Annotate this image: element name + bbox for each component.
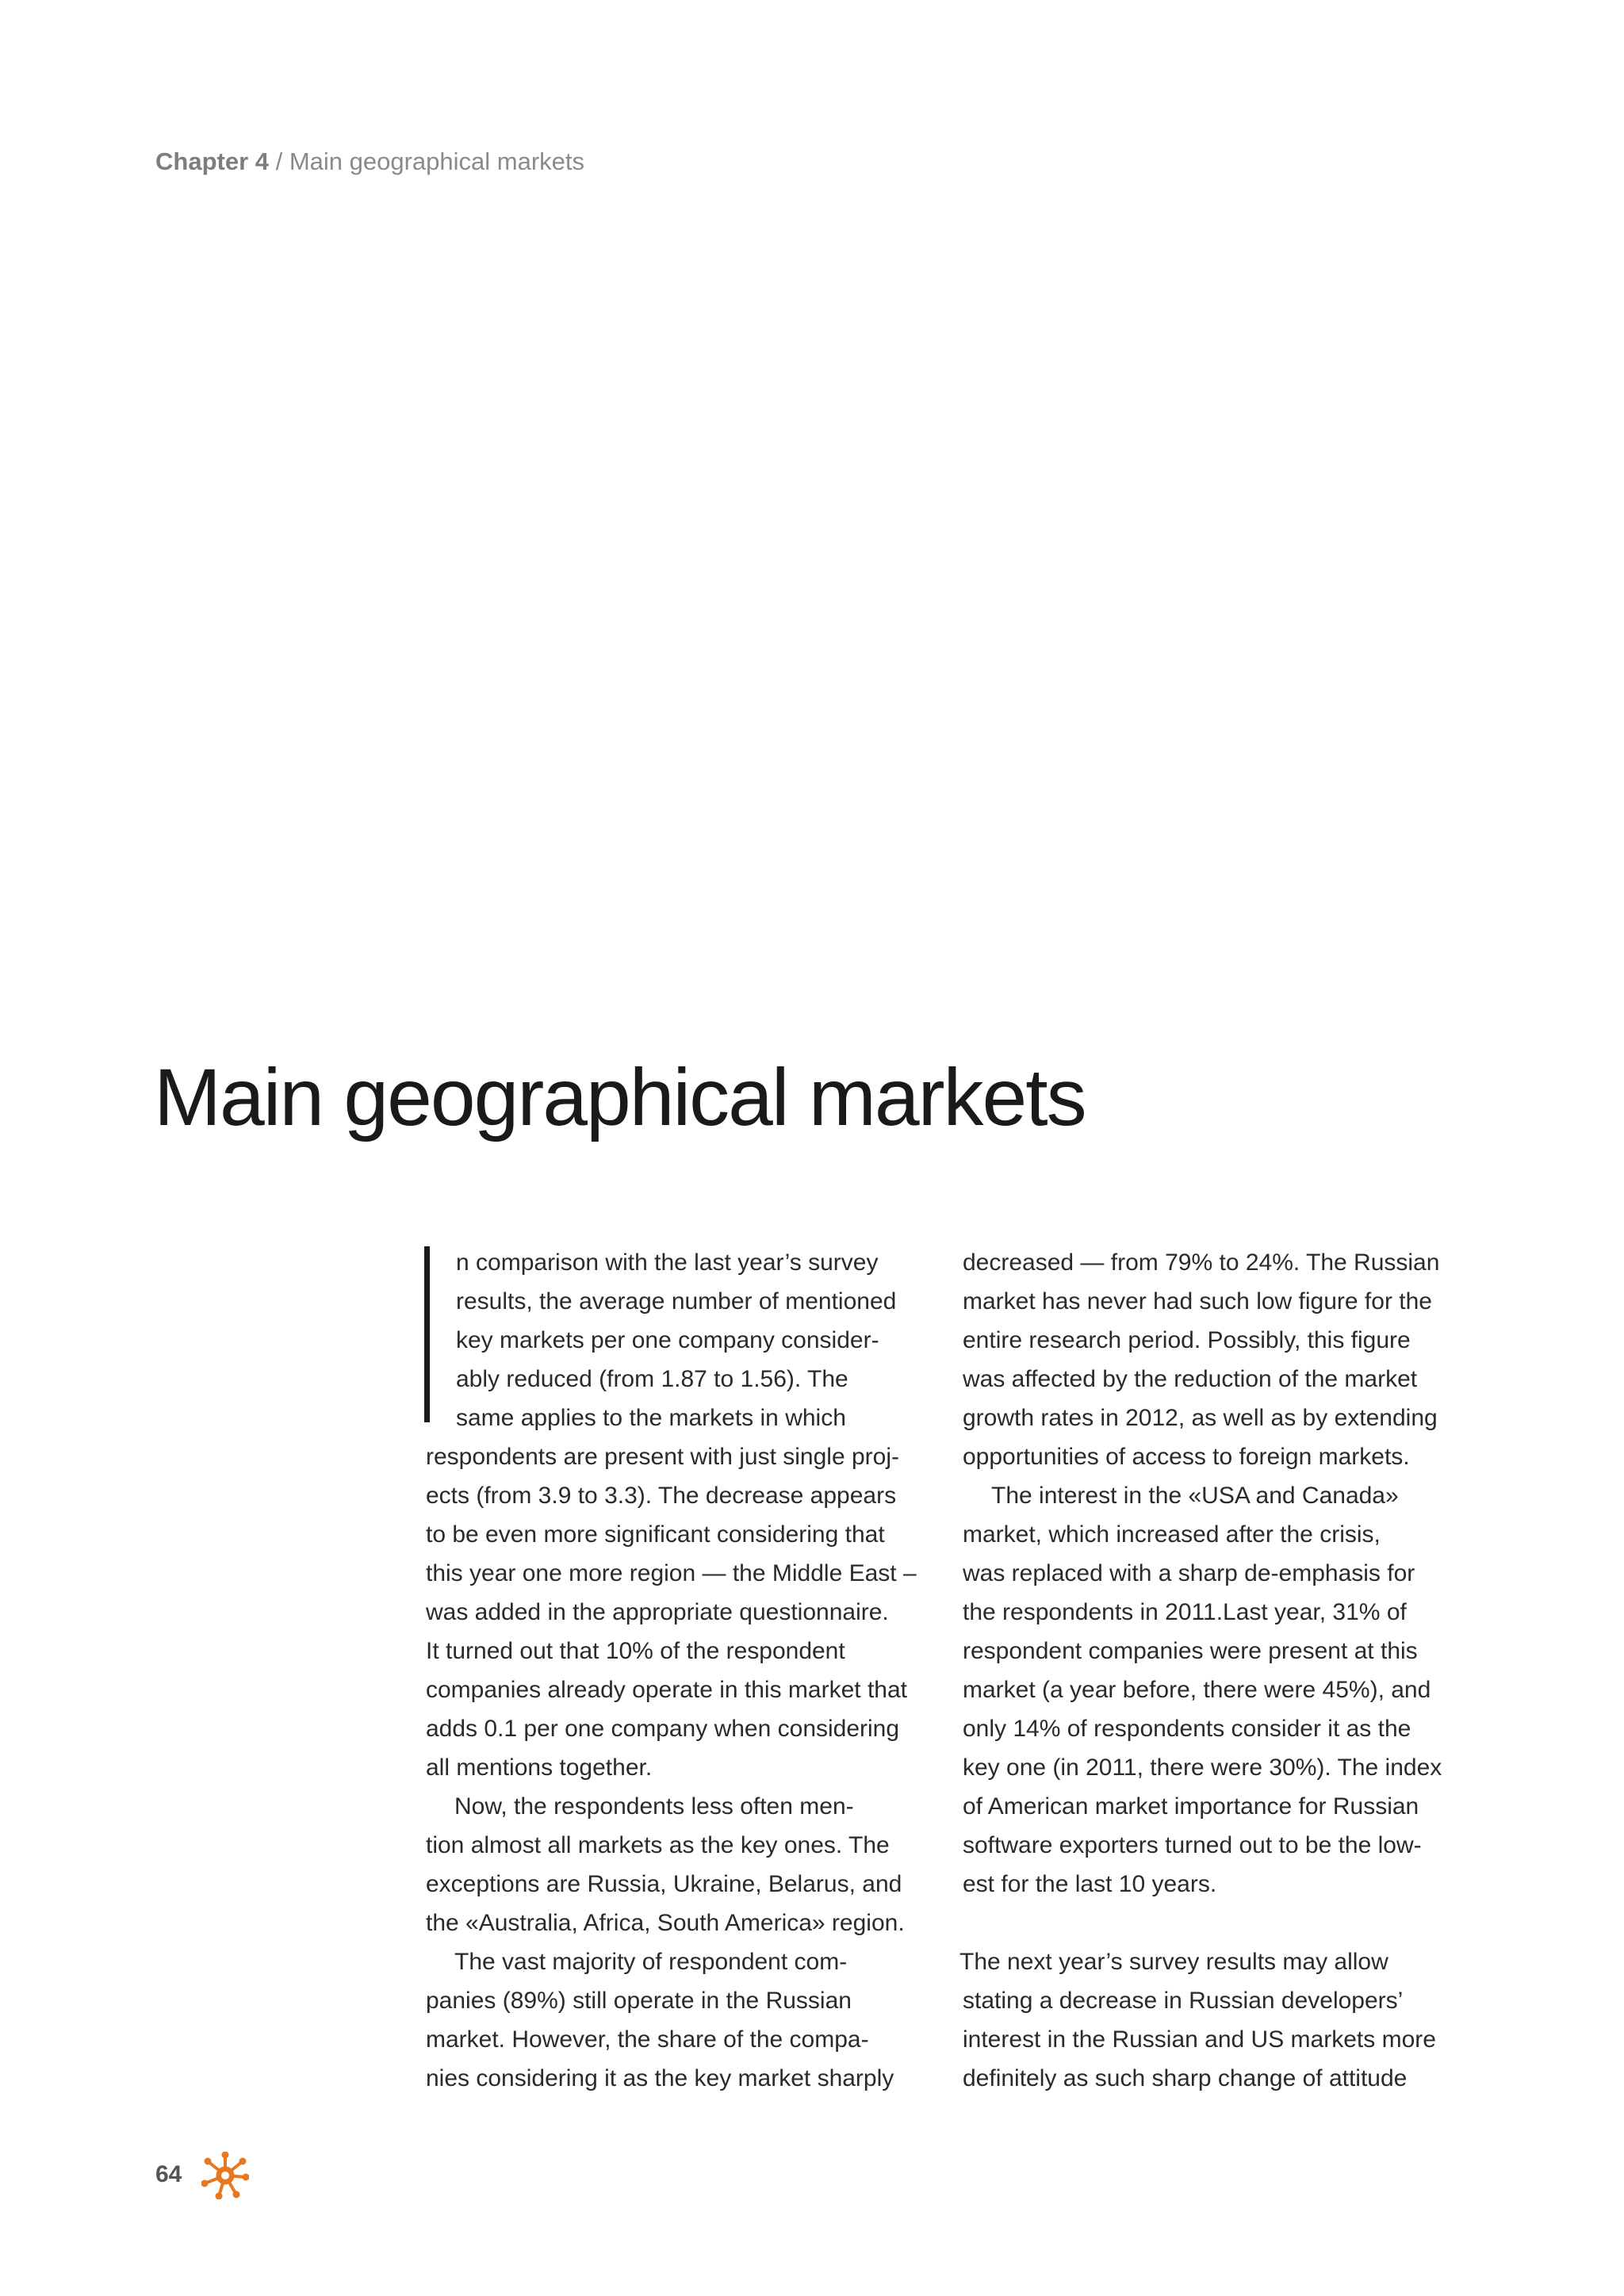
body-line: ects (from 3.9 to 3.3). The decrease appears bbox=[426, 1483, 897, 1509]
body-line: The interest in the «USA and Canada» bbox=[991, 1483, 1399, 1509]
text-column-right bbox=[959, 1243, 1478, 2098]
body-line: key one (in 2011, there were 30%). The index bbox=[963, 1755, 1442, 1781]
body-line: definitely as such sharp change of attitude bbox=[963, 2065, 1408, 2091]
body-line: market has never had such low figure for the bbox=[963, 1288, 1432, 1314]
body-line: stating a decrease in Russian developers’ bbox=[963, 1988, 1404, 2014]
body-line: It turned out that 10% of the respondent bbox=[426, 1638, 845, 1664]
body-line: entire research period. Possibly, this figure bbox=[963, 1327, 1411, 1353]
body-line: decreased — from 79% to 24%. The Russian bbox=[963, 1249, 1440, 1276]
body-line: the «Australia, Africa, South America» region. bbox=[426, 1910, 905, 1936]
body-line: was affected by the reduction of the market bbox=[963, 1366, 1418, 1392]
paragraph-gap bbox=[963, 1904, 1478, 1942]
body-line: was added in the appropriate questionnaire. bbox=[426, 1599, 889, 1625]
body-line: est for the last 10 years. bbox=[963, 1871, 1217, 1897]
body-line: companies already operate in this market that bbox=[426, 1677, 907, 1703]
orange-splat-logo-icon bbox=[201, 2152, 249, 2199]
body-line: was replaced with a sharp de-emphasis for bbox=[963, 1560, 1415, 1586]
body-line: exceptions are Russia, Ukraine, Belarus, and bbox=[426, 1871, 902, 1897]
page-number: 64 bbox=[155, 2161, 182, 2187]
body-line: market. However, the share of the compa- bbox=[426, 2026, 869, 2053]
body-line: respondent companies were present at this bbox=[963, 1638, 1418, 1664]
body-line: to be even more significant considering that bbox=[426, 1521, 885, 1548]
body-line: Now, the respondents less often men- bbox=[454, 1793, 854, 1820]
body-line: market, which increased after the crisis, bbox=[963, 1521, 1381, 1548]
body-line: opportunities of access to foreign markets. bbox=[963, 1444, 1410, 1470]
section-label: Main geographical markets bbox=[289, 147, 585, 175]
body-line: The next year’s survey results may allow bbox=[959, 1949, 1388, 1975]
body-line: results, the average number of mentioned bbox=[456, 1288, 897, 1314]
body-line: only 14% of respondents consider it as the bbox=[963, 1716, 1411, 1742]
body-line: market (a year before, there were 45%), and bbox=[963, 1677, 1431, 1703]
running-head-separator: / bbox=[268, 147, 289, 175]
text-column-left bbox=[426, 1243, 933, 2098]
running-head bbox=[155, 147, 584, 176]
body-line: interest in the Russian and US markets more bbox=[963, 2026, 1436, 2053]
body-line: same applies to the markets in which bbox=[456, 1405, 846, 1431]
body-line: ably reduced (from 1.87 to 1.56). The bbox=[456, 1366, 848, 1392]
body-line: software exporters turned out to be the low- bbox=[963, 1832, 1422, 1858]
body-line: adds 0.1 per one company when considering bbox=[426, 1716, 900, 1742]
body-line: key markets per one company consider- bbox=[456, 1327, 879, 1353]
body-line: growth rates in 2012, as well as by extending bbox=[963, 1405, 1438, 1431]
body-line: of American market importance for Russian bbox=[963, 1793, 1419, 1820]
body-line: n comparison with the last year’s survey bbox=[456, 1249, 879, 1276]
body-line: nies considering it as the key market sharply bbox=[426, 2065, 894, 2091]
body-line: all mentions together. bbox=[426, 1755, 653, 1781]
body-line: this year one more region — the Middle East – bbox=[426, 1560, 917, 1586]
body-line: the respondents in 2011.Last year, 31% of bbox=[963, 1599, 1407, 1625]
page-title: Main geographical markets bbox=[154, 1052, 1086, 1142]
body-line: tion almost all markets as the key ones. The bbox=[426, 1832, 890, 1858]
body-line: The vast majority of respondent com- bbox=[454, 1949, 848, 1975]
chapter-label: Chapter 4 bbox=[155, 147, 269, 175]
body-line: panies (89%) still operate in the Russian bbox=[426, 1988, 852, 2014]
body-line: respondents are present with just single proj- bbox=[426, 1444, 899, 1470]
